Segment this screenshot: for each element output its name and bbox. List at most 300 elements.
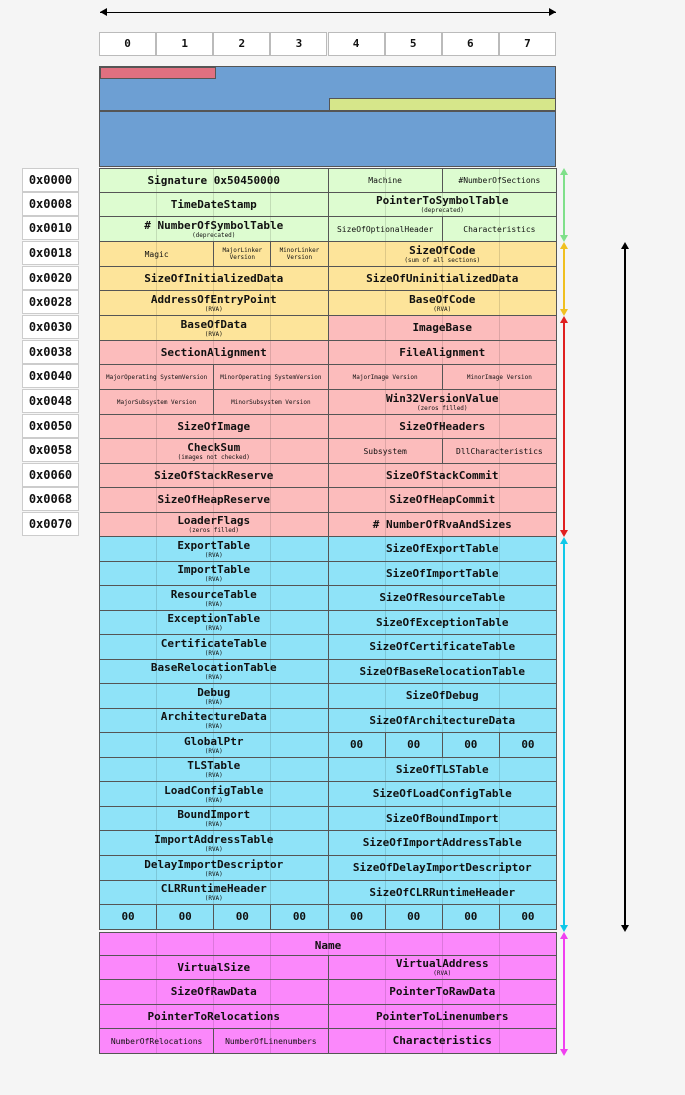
field-cell bbox=[328, 683, 558, 709]
field-name: SizeOfHeaders bbox=[399, 419, 486, 433]
field-name: CheckSum bbox=[187, 440, 241, 454]
field-cell bbox=[99, 634, 329, 660]
byte-gridline bbox=[156, 365, 157, 389]
byte-gridline bbox=[385, 611, 386, 634]
byte-gridline bbox=[442, 1005, 443, 1028]
field-name: ArchitectureData bbox=[160, 710, 267, 723]
field-cell bbox=[328, 781, 558, 807]
section-table-bracket bbox=[563, 938, 565, 1050]
byte-gridline bbox=[442, 782, 443, 806]
byte-gridline bbox=[213, 488, 214, 512]
field-name: Characteristics bbox=[392, 1034, 492, 1047]
field-name: SizeOfHeapReserve bbox=[157, 493, 271, 506]
byte-gridline bbox=[499, 660, 500, 683]
data-directories-bracket bbox=[563, 543, 565, 926]
byte-gridline bbox=[385, 709, 386, 732]
byte-gridline bbox=[442, 807, 443, 830]
byte-gridline bbox=[270, 169, 271, 192]
field-name: MinorOperating SystemVersion bbox=[220, 373, 322, 381]
field-name: #NumberOfSections bbox=[458, 176, 541, 185]
field-name: SizeOfOptionalHeader bbox=[336, 224, 434, 234]
byte-gridline bbox=[156, 169, 157, 192]
field-name: MajorOperating SystemVersion bbox=[106, 373, 208, 381]
byte-gridline bbox=[499, 316, 500, 340]
field-cell bbox=[156, 904, 214, 930]
byte-gridline bbox=[213, 439, 214, 463]
offset-label: 0x0060 bbox=[22, 463, 79, 487]
byte-gridline bbox=[156, 881, 157, 904]
field-note: (RVA) bbox=[204, 698, 223, 706]
byte-gridline bbox=[270, 660, 271, 683]
offset-label: 0x0058 bbox=[22, 438, 79, 462]
field-name: 00 bbox=[407, 910, 421, 923]
byte-gridline bbox=[270, 1029, 271, 1053]
field-name: BaseOfCode bbox=[409, 292, 476, 306]
field-name: SizeOfDebug bbox=[405, 689, 479, 702]
byte-gridline bbox=[213, 1005, 214, 1028]
field-note: (RVA) bbox=[204, 305, 223, 313]
field-name: Subsystem bbox=[363, 446, 407, 456]
field-name: DelayImportDescriptor bbox=[144, 857, 284, 871]
field-cell bbox=[328, 1004, 558, 1029]
byte-gridline bbox=[270, 316, 271, 340]
byte-gridline bbox=[213, 291, 214, 315]
byte-gridline bbox=[213, 807, 214, 830]
byte-gridline bbox=[270, 513, 271, 536]
byte-gridline bbox=[442, 586, 443, 610]
byte-gridline bbox=[385, 341, 386, 364]
field-name: SizeOfTLSTable bbox=[395, 762, 489, 776]
byte-gridline bbox=[156, 488, 157, 512]
field-cell bbox=[328, 806, 558, 831]
field-name: Signature 0x50450000 bbox=[147, 173, 280, 187]
field-cell bbox=[213, 241, 271, 267]
field-name: Debug bbox=[197, 685, 231, 699]
field-cell bbox=[99, 438, 329, 464]
field-cell bbox=[442, 168, 557, 193]
field-cell bbox=[328, 708, 558, 733]
field-cell bbox=[385, 904, 443, 930]
byte-gridline bbox=[270, 807, 271, 830]
byte-gridline bbox=[499, 881, 500, 904]
field-name: MajorSubsystem Version bbox=[116, 398, 197, 406]
field-name: SizeOfStackCommit bbox=[385, 468, 499, 482]
field-cell bbox=[328, 364, 443, 390]
byte-gridline bbox=[270, 217, 271, 241]
offset-label: 0x0010 bbox=[22, 216, 79, 240]
byte-gridline bbox=[442, 291, 443, 315]
byte-gridline bbox=[499, 635, 500, 659]
field-cell bbox=[328, 241, 558, 267]
field-note: (RVA) bbox=[204, 895, 223, 902]
byte-gridline bbox=[499, 267, 500, 290]
field-cell bbox=[270, 904, 328, 930]
byte-gridline bbox=[442, 242, 443, 266]
field-note: (zeros filled) bbox=[188, 527, 240, 534]
byte-gridline bbox=[442, 856, 443, 880]
byte-gridline bbox=[213, 341, 214, 364]
dos-stub-block bbox=[99, 111, 556, 167]
byte-gridline bbox=[213, 782, 214, 806]
byte-gridline bbox=[385, 660, 386, 683]
ruler-left-arrow-icon bbox=[100, 8, 107, 16]
byte-gridline bbox=[213, 831, 214, 855]
field-cell bbox=[99, 732, 329, 758]
field-cell bbox=[99, 1028, 214, 1054]
byte-gridline bbox=[270, 956, 271, 979]
byte-gridline bbox=[156, 267, 157, 290]
field-name: SizeOfCode bbox=[409, 243, 476, 257]
offset-label: 0x0070 bbox=[22, 512, 79, 536]
byte-gridline bbox=[156, 635, 157, 659]
field-cell bbox=[328, 830, 558, 856]
field-cell bbox=[328, 955, 558, 980]
byte-column-header: 6 bbox=[442, 32, 499, 56]
field-name: LoaderFlags bbox=[177, 514, 251, 527]
field-name: SizeOfCertificateTable bbox=[369, 640, 516, 653]
byte-gridline bbox=[156, 415, 157, 438]
field-note: (RVA) bbox=[433, 305, 452, 313]
field-cell bbox=[99, 708, 329, 733]
byte-gridline bbox=[156, 856, 157, 880]
byte-gridline bbox=[156, 341, 157, 364]
field-cell bbox=[442, 732, 500, 758]
byte-gridline bbox=[213, 537, 214, 561]
byte-gridline bbox=[213, 709, 214, 732]
offset-label: 0x0020 bbox=[22, 266, 79, 290]
byte-gridline bbox=[385, 242, 386, 266]
byte-gridline bbox=[270, 684, 271, 708]
field-name: MinorLinker Version bbox=[279, 247, 320, 261]
byte-gridline bbox=[213, 856, 214, 880]
byte-gridline bbox=[385, 635, 386, 659]
byte-gridline bbox=[499, 758, 500, 781]
byte-gridline bbox=[156, 316, 157, 340]
byte-gridline bbox=[385, 267, 386, 290]
byte-gridline bbox=[442, 881, 443, 904]
byte-gridline bbox=[156, 782, 157, 806]
byte-gridline bbox=[156, 709, 157, 732]
field-cell bbox=[99, 757, 329, 782]
field-name: GlobalPtr bbox=[183, 734, 244, 748]
field-name: SizeOfExceptionTable bbox=[376, 615, 509, 629]
field-note: (RVA) bbox=[204, 551, 223, 559]
field-name: SizeOfInitializedData bbox=[144, 271, 284, 285]
field-cell bbox=[213, 389, 328, 415]
byte-gridline bbox=[385, 217, 386, 241]
byte-gridline bbox=[499, 1029, 500, 1053]
field-cell bbox=[328, 512, 558, 537]
field-cell bbox=[328, 414, 558, 439]
field-cell bbox=[328, 1028, 558, 1054]
field-name: BaseOfData bbox=[180, 317, 247, 331]
byte-gridline bbox=[385, 831, 386, 855]
byte-gridline bbox=[442, 1029, 443, 1053]
byte-gridline bbox=[156, 390, 157, 414]
windows-fields-arrow-down-icon bbox=[560, 530, 568, 537]
field-cell bbox=[328, 216, 443, 242]
field-name: ExceptionTable bbox=[167, 612, 261, 625]
byte-gridline bbox=[442, 562, 443, 585]
offset-label: 0x0008 bbox=[22, 192, 79, 216]
field-name: SizeOfArchitectureData bbox=[369, 713, 516, 727]
field-cell bbox=[213, 1028, 328, 1054]
byte-gridline bbox=[442, 611, 443, 634]
byte-gridline bbox=[213, 635, 214, 659]
field-cell bbox=[328, 536, 558, 562]
field-name: 00 bbox=[349, 910, 364, 923]
field-note: (RVA) bbox=[433, 970, 452, 977]
byte-gridline bbox=[270, 390, 271, 414]
byte-gridline bbox=[499, 242, 500, 266]
byte-gridline bbox=[270, 267, 271, 290]
field-cell bbox=[99, 463, 329, 488]
field-name: SizeOfCLRRuntimeHeader bbox=[369, 885, 516, 899]
optional-header-bracket bbox=[624, 248, 626, 926]
field-name: SectionAlignment bbox=[160, 345, 267, 359]
field-name: DllCharacteristics bbox=[456, 446, 543, 456]
byte-gridline bbox=[499, 956, 500, 979]
field-cell bbox=[99, 683, 329, 709]
byte-gridline bbox=[156, 562, 157, 585]
field-name: 00 bbox=[349, 738, 364, 751]
field-cell bbox=[328, 979, 558, 1005]
field-name: SizeOfImage bbox=[177, 419, 251, 433]
byte-gridline bbox=[499, 562, 500, 585]
field-cell bbox=[442, 216, 557, 242]
field-name: VirtualAddress bbox=[395, 957, 489, 970]
byte-gridline bbox=[499, 782, 500, 806]
byte-gridline bbox=[385, 562, 386, 585]
field-name: ImportTable bbox=[177, 563, 251, 576]
byte-gridline bbox=[385, 365, 386, 389]
byte-gridline bbox=[499, 415, 500, 438]
field-cell bbox=[328, 192, 558, 217]
byte-gridline bbox=[499, 586, 500, 610]
data-directories-arrow-up-icon bbox=[560, 537, 568, 544]
field-note: (images not checked) bbox=[177, 453, 250, 461]
coff-header-arrow-up-icon bbox=[560, 168, 568, 175]
byte-gridline bbox=[499, 341, 500, 364]
ruler-right-arrow-icon bbox=[549, 8, 556, 16]
byte-gridline bbox=[499, 193, 500, 216]
field-cell bbox=[99, 955, 329, 980]
field-cell bbox=[328, 487, 558, 513]
field-name: # NumberOfRvaAndSizes bbox=[372, 517, 512, 531]
byte-gridline bbox=[499, 980, 500, 1004]
byte-gridline bbox=[385, 956, 386, 979]
byte-gridline bbox=[213, 415, 214, 438]
offset-label: 0x0038 bbox=[22, 340, 79, 364]
offset-label: 0x0018 bbox=[22, 241, 79, 265]
field-name: SizeOfImportTable bbox=[385, 566, 499, 580]
field-cell bbox=[328, 389, 558, 415]
field-name: 00 bbox=[464, 738, 478, 751]
field-name: ResourceTable bbox=[170, 587, 257, 601]
byte-gridline bbox=[499, 537, 500, 561]
byte-gridline bbox=[385, 464, 386, 487]
byte-gridline bbox=[156, 193, 157, 216]
byte-gridline bbox=[385, 807, 386, 830]
byte-gridline bbox=[156, 980, 157, 1004]
field-cell bbox=[499, 732, 557, 758]
standard-coff-arrow-down-icon bbox=[560, 309, 568, 316]
field-cell bbox=[328, 266, 558, 291]
byte-gridline bbox=[270, 537, 271, 561]
field-name: Win32VersionValue bbox=[385, 391, 499, 405]
field-cell bbox=[99, 904, 157, 930]
byte-gridline bbox=[385, 439, 386, 463]
byte-gridline bbox=[270, 562, 271, 585]
byte-gridline bbox=[270, 635, 271, 659]
field-cell bbox=[99, 192, 329, 217]
field-cell bbox=[99, 979, 329, 1005]
byte-gridline bbox=[499, 169, 500, 192]
byte-gridline bbox=[442, 758, 443, 781]
byte-gridline bbox=[213, 316, 214, 340]
section-table-arrow-down-icon bbox=[560, 1049, 568, 1056]
field-name: 00 bbox=[521, 910, 535, 923]
field-note: (RVA) bbox=[204, 576, 223, 583]
field-name: LoadConfigTable bbox=[164, 783, 264, 797]
field-cell bbox=[328, 634, 558, 660]
byte-gridline bbox=[442, 980, 443, 1004]
byte-gridline bbox=[213, 758, 214, 781]
byte-gridline bbox=[385, 513, 386, 536]
field-name: TLSTable bbox=[187, 759, 241, 772]
byte-gridline bbox=[213, 684, 214, 708]
field-cell bbox=[99, 512, 329, 537]
byte-gridline bbox=[270, 709, 271, 732]
byte-gridline bbox=[442, 537, 443, 561]
dos-signature bbox=[100, 67, 216, 79]
byte-gridline bbox=[156, 464, 157, 487]
field-name: SizeOfExportTable bbox=[385, 542, 499, 555]
field-name: MajorImage Version bbox=[352, 373, 418, 381]
byte-gridline bbox=[442, 660, 443, 683]
field-name: MinorImage Version bbox=[466, 373, 532, 381]
field-cell bbox=[328, 855, 558, 881]
byte-gridline bbox=[156, 513, 157, 536]
field-cell bbox=[442, 904, 500, 930]
byte-gridline bbox=[156, 242, 157, 266]
field-note: (RVA) bbox=[204, 796, 223, 804]
byte-gridline bbox=[270, 856, 271, 880]
byte-gridline bbox=[213, 611, 214, 634]
byte-gridline bbox=[499, 217, 500, 241]
byte-gridline bbox=[385, 856, 386, 880]
field-name: AddressOfEntryPoint bbox=[150, 292, 277, 306]
field-cell bbox=[328, 463, 558, 488]
byte-gridline bbox=[499, 365, 500, 389]
field-cell bbox=[213, 364, 328, 390]
byte-gridline bbox=[156, 807, 157, 830]
field-cell bbox=[328, 438, 443, 464]
coff-header-bracket bbox=[563, 174, 565, 236]
field-note: (RVA) bbox=[204, 870, 223, 878]
byte-gridline bbox=[499, 464, 500, 487]
field-name: Machine bbox=[368, 176, 402, 185]
byte-gridline bbox=[442, 464, 443, 487]
coff-header-arrow-down-icon bbox=[560, 235, 568, 242]
byte-gridline bbox=[156, 684, 157, 708]
byte-column-header: 2 bbox=[213, 32, 270, 56]
byte-gridline bbox=[499, 439, 500, 463]
field-name: SizeOfDelayImportDescriptor bbox=[352, 861, 532, 874]
field-name: SizeOfResourceTable bbox=[379, 591, 506, 604]
field-name: SizeOfUninitializedData bbox=[366, 271, 519, 285]
byte-gridline bbox=[213, 513, 214, 536]
field-name: TimeDateStamp bbox=[170, 197, 257, 211]
field-note: (RVA) bbox=[204, 747, 223, 755]
byte-column-header: 5 bbox=[385, 32, 442, 56]
field-name: Name bbox=[314, 938, 342, 952]
field-name: FileAlignment bbox=[399, 345, 486, 359]
field-note: (RVA) bbox=[204, 723, 223, 730]
byte-gridline bbox=[499, 291, 500, 315]
field-cell bbox=[99, 880, 329, 905]
field-cell bbox=[328, 168, 443, 193]
byte-gridline bbox=[213, 464, 214, 487]
field-cell bbox=[99, 315, 329, 341]
byte-gridline bbox=[499, 611, 500, 634]
field-note: (zeros filled) bbox=[416, 404, 468, 412]
byte-column-header: 1 bbox=[156, 32, 213, 56]
byte-gridline bbox=[156, 537, 157, 561]
offset-label: 0x0000 bbox=[22, 168, 79, 192]
field-cell bbox=[328, 659, 558, 684]
byte-gridline bbox=[213, 217, 214, 241]
field-note: (deprecated) bbox=[192, 231, 236, 239]
byte-gridline bbox=[270, 758, 271, 781]
field-cell bbox=[328, 904, 386, 930]
byte-gridline bbox=[213, 562, 214, 585]
field-cell bbox=[99, 340, 329, 365]
byte-gridline bbox=[213, 956, 214, 979]
offset-label: 0x0050 bbox=[22, 414, 79, 438]
section-table-arrow-up-icon bbox=[560, 932, 568, 939]
field-cell bbox=[99, 561, 329, 586]
field-cell bbox=[328, 610, 558, 635]
byte-gridline bbox=[156, 733, 157, 757]
byte-gridline bbox=[442, 341, 443, 364]
field-name: SizeOfLoadConfigTable bbox=[372, 787, 512, 800]
byte-gridline bbox=[442, 193, 443, 216]
field-note: (sum of all sections) bbox=[404, 256, 481, 264]
field-cell bbox=[328, 561, 558, 586]
standard-coff-arrow-up-icon bbox=[560, 242, 568, 249]
byte-gridline bbox=[385, 415, 386, 438]
byte-gridline bbox=[385, 291, 386, 315]
field-name: 00 bbox=[235, 910, 249, 923]
field-cell bbox=[442, 364, 557, 390]
field-name: # NumberOfSymbolTable bbox=[144, 218, 284, 232]
byte-gridline bbox=[499, 831, 500, 855]
byte-gridline bbox=[270, 831, 271, 855]
byte-gridline bbox=[442, 488, 443, 512]
byte-gridline bbox=[385, 684, 386, 708]
field-name: ExportTable bbox=[177, 538, 251, 552]
byte-gridline bbox=[213, 980, 214, 1004]
byte-gridline bbox=[156, 611, 157, 634]
field-cell bbox=[328, 315, 558, 341]
field-note: (RVA) bbox=[204, 625, 223, 632]
byte-gridline bbox=[156, 956, 157, 979]
byte-gridline bbox=[499, 513, 500, 536]
field-note: (RVA) bbox=[204, 600, 223, 608]
field-cell bbox=[328, 757, 558, 782]
byte-gridline bbox=[213, 169, 214, 192]
